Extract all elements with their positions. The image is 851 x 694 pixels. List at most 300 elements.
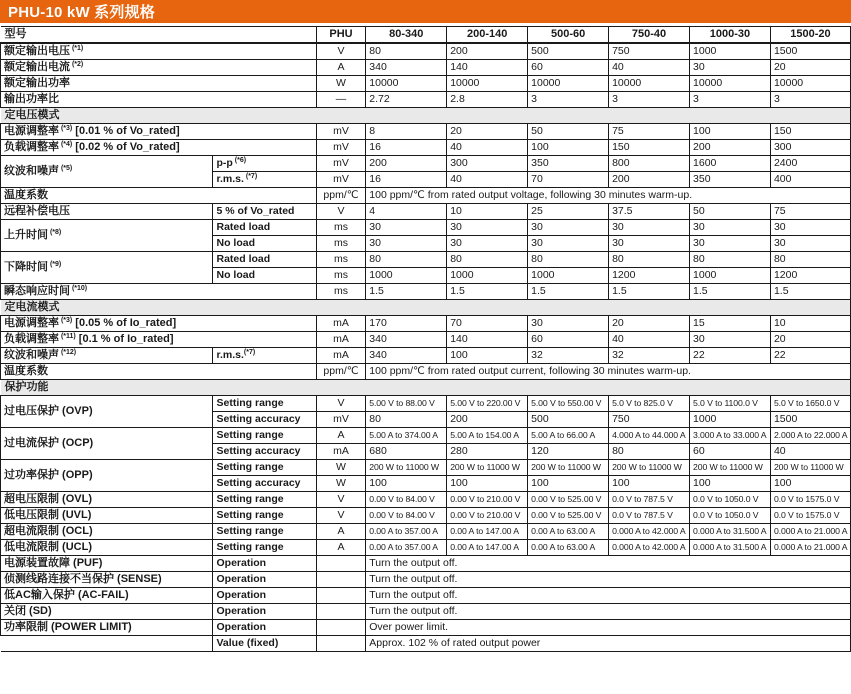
value-cell: 0.0 V to 787.5 V (609, 508, 690, 524)
spec-table (0, 26, 851, 652)
value-cell: 50 (528, 124, 609, 140)
spec-row-label (1, 284, 317, 300)
spec-row-label (1, 124, 317, 140)
spec-sub-label (213, 444, 316, 460)
value-cell: 80 (609, 444, 690, 460)
label-text: 侦测线路连接不当保护 (SENSE) (4, 572, 162, 585)
spec-sub-label (213, 604, 316, 620)
spec-row-label (1, 316, 317, 332)
spec-row-label (1, 396, 213, 428)
sub-label-text: Setting range (216, 524, 284, 537)
value-cell: 10 (770, 316, 850, 332)
label-text: 关闭 (SD) (4, 604, 52, 617)
label-text: 负载调整率 (4, 140, 59, 153)
unit-cell: W (316, 476, 366, 492)
unit-cell (316, 588, 366, 604)
section-header: 定电流模式 (1, 300, 851, 316)
spec-sub-label (213, 172, 316, 188)
model-row-label: 型号 (1, 27, 317, 44)
value-cell: 75 (609, 124, 690, 140)
value-cell: 30 (528, 220, 609, 236)
value-cell: 300 (447, 156, 528, 172)
unit-cell: W (316, 460, 366, 476)
value-cell: 30 (609, 236, 690, 252)
value-cell: 100 (690, 476, 771, 492)
label-condition-note: [0.02 % of Vo_rated] (72, 140, 180, 153)
value-cell: 500 (528, 43, 609, 60)
value-cell: 100 (447, 476, 528, 492)
value-cell: 1500 (770, 412, 850, 428)
value-cell: 30 (609, 220, 690, 236)
value-cell: 16 (366, 140, 447, 156)
value-cell-span: Turn the output off. (366, 588, 851, 604)
label-text: 低电流限制 (UCL) (4, 540, 92, 553)
spec-row-label (1, 156, 213, 188)
value-cell: 100 (690, 124, 771, 140)
value-cell: 80 (366, 412, 447, 428)
footnote-marker: (*1) (70, 44, 84, 52)
spec-row-label (1, 332, 317, 348)
label-text: 功率限制 (POWER LIMIT) (4, 620, 132, 633)
model-column-header-1000-30: 1000-30 (690, 27, 771, 44)
value-cell: 0.00 V to 210.00 V (447, 508, 528, 524)
unit-cell: V (316, 508, 366, 524)
unit-cell (316, 556, 366, 572)
sub-label-text: Operation (216, 556, 267, 569)
value-cell: 3.000 A to 33.000 A (690, 428, 771, 444)
spec-row (1, 428, 851, 444)
value-cell: 0.00 V to 525.00 V (528, 492, 609, 508)
value-cell: 200 (609, 172, 690, 188)
value-cell: 1000 (447, 268, 528, 284)
label-text: 低电压限制 (UVL) (4, 508, 92, 521)
spec-row-label (1, 604, 213, 620)
unit-cell: ms (316, 268, 366, 284)
spec-row-label (1, 636, 213, 652)
value-cell: 22 (770, 348, 850, 364)
spec-row (1, 556, 851, 572)
value-cell: 400 (770, 172, 850, 188)
value-cell: 37.5 (609, 204, 690, 220)
spec-row (1, 76, 851, 92)
model-column-header-1500-20: 1500-20 (770, 27, 850, 44)
footnote-marker: (*8) (48, 228, 62, 236)
unit-cell: mV (316, 124, 366, 140)
value-cell: 40 (447, 140, 528, 156)
spec-row-label (1, 508, 213, 524)
label-text: 负载调整率 (4, 332, 59, 345)
value-cell: 200 W to 11000 W (528, 460, 609, 476)
value-cell: 150 (770, 124, 850, 140)
value-cell: 340 (366, 332, 447, 348)
value-cell: 0.00 V to 210.00 V (447, 492, 528, 508)
unit-cell: mV (316, 156, 366, 172)
spec-sub-label (213, 476, 316, 492)
spec-row (1, 588, 851, 604)
value-cell: 100 (447, 348, 528, 364)
label-text: 远程补偿电压 (4, 204, 70, 217)
value-cell: 4.000 A to 44.000 A (609, 428, 690, 444)
spec-row (1, 524, 851, 540)
section-row (1, 380, 851, 396)
value-cell: 1200 (770, 268, 850, 284)
sub-label-text: Rated load (216, 252, 271, 265)
value-cell: 20 (770, 60, 850, 76)
value-cell: 0.00 A to 63.00 A (528, 524, 609, 540)
value-cell: 20 (609, 316, 690, 332)
label-text: 过电压保护 (OVP) (4, 404, 93, 417)
value-cell: 5.00 V to 550.00 V (528, 396, 609, 412)
value-cell: 800 (609, 156, 690, 172)
value-cell: 140 (447, 60, 528, 76)
spec-sub-label (213, 428, 316, 444)
label-text: 上升时间 (4, 228, 48, 241)
footnote-marker: (*6) (232, 156, 247, 164)
value-cell: 4 (366, 204, 447, 220)
sub-label-text: Rated load (216, 220, 271, 233)
spec-sub-label (213, 412, 316, 428)
series-title-banner (0, 0, 851, 23)
spec-sub-label (213, 268, 316, 284)
label-text: 额定输出电流 (4, 60, 70, 73)
section-header: 保护功能 (1, 380, 851, 396)
value-cell-span: Over power limit. (366, 620, 851, 636)
value-cell: 0.000 A to 42.000 A (609, 524, 690, 540)
footnote-marker: (*7) (243, 348, 256, 356)
model-column-header-750-40: 750-40 (609, 27, 690, 44)
spec-sub-label (213, 204, 316, 220)
value-cell: 0.000 A to 42.000 A (609, 540, 690, 556)
value-cell: 500 (528, 412, 609, 428)
sub-label-text: Operation (216, 572, 267, 585)
value-cell: 40 (770, 444, 850, 460)
sub-label-text: Setting range (216, 508, 284, 521)
spec-row-label (1, 188, 317, 204)
value-cell: 30 (447, 236, 528, 252)
unit-cell: A (316, 524, 366, 540)
spec-row (1, 620, 851, 636)
value-cell: 32 (609, 348, 690, 364)
footnote-marker: (*10) (70, 284, 88, 292)
spec-sub-label (213, 236, 316, 252)
spec-table-head (1, 27, 851, 44)
value-cell: 140 (447, 332, 528, 348)
value-cell: 200 (690, 140, 771, 156)
spec-row (1, 540, 851, 556)
value-cell: 0.000 A to 21.000 A (770, 540, 850, 556)
unit-cell: ppm/℃ (316, 364, 366, 380)
value-cell: 0.00 V to 84.00 V (366, 508, 447, 524)
unit-cell: mA (316, 444, 366, 460)
spec-row-label (1, 140, 317, 156)
sub-label-text: r.m.s. (216, 348, 244, 361)
value-cell: 60 (528, 332, 609, 348)
value-cell: 15 (690, 316, 771, 332)
value-cell: 5.0 V to 825.0 V (609, 396, 690, 412)
value-cell: 750 (609, 43, 690, 60)
spec-row (1, 92, 851, 108)
value-cell: 10000 (528, 76, 609, 92)
footnote-marker: (*4) (59, 140, 73, 148)
value-cell: 10000 (447, 76, 528, 92)
value-cell: 30 (770, 236, 850, 252)
value-cell: 0.00 A to 147.00 A (447, 524, 528, 540)
spec-sub-label (213, 620, 316, 636)
value-cell: 30 (528, 236, 609, 252)
model-column-header-500-60: 500-60 (528, 27, 609, 44)
value-cell: 0.000 A to 31.500 A (690, 524, 771, 540)
footnote-marker: (*7) (243, 172, 258, 180)
model-column-header-200-140: 200-140 (447, 27, 528, 44)
value-cell: 1.5 (366, 284, 447, 300)
value-cell: 40 (609, 332, 690, 348)
value-cell: 0.00 V to 84.00 V (366, 492, 447, 508)
value-cell: 1000 (690, 268, 771, 284)
footnote-marker: (*9) (48, 260, 62, 268)
value-cell: 1500 (770, 43, 850, 60)
value-cell: 0.00 V to 525.00 V (528, 508, 609, 524)
unit-cell: A (316, 428, 366, 444)
spec-sub-label (213, 220, 316, 236)
footnote-marker: (*3) (59, 316, 73, 324)
spec-row (1, 636, 851, 652)
label-text: 电源装置故障 (PUF) (4, 556, 103, 569)
unit-cell: W (316, 76, 366, 92)
unit-cell: mV (316, 140, 366, 156)
value-cell: 1000 (528, 268, 609, 284)
value-cell: 80 (528, 252, 609, 268)
value-cell: 300 (770, 140, 850, 156)
value-cell: 0.0 V to 1050.0 V (690, 508, 771, 524)
unit-cell: V (316, 396, 366, 412)
spec-sub-label (213, 460, 316, 476)
spec-row-label (1, 364, 317, 380)
sub-label-text: 5 % of Vo_rated (216, 204, 295, 217)
spec-row (1, 140, 851, 156)
value-cell: 70 (528, 172, 609, 188)
value-cell: 5.00 A to 154.00 A (447, 428, 528, 444)
sub-label-text: No load (216, 268, 255, 281)
unit-cell: V (316, 43, 366, 60)
value-cell: 0.00 A to 357.00 A (366, 540, 447, 556)
footnote-marker: (*5) (59, 164, 73, 172)
spec-sub-label (213, 524, 316, 540)
value-cell: 350 (690, 172, 771, 188)
spec-sub-label (213, 540, 316, 556)
unit-cell (316, 604, 366, 620)
value-cell: 200 W to 11000 W (770, 460, 850, 476)
value-cell: 200 W to 11000 W (690, 460, 771, 476)
spec-row-label (1, 60, 317, 76)
value-cell: 30 (690, 60, 771, 76)
spec-sub-label (213, 348, 316, 364)
spec-row (1, 572, 851, 588)
unit-cell: ppm/℃ (316, 188, 366, 204)
value-cell: 2.8 (447, 92, 528, 108)
value-cell: 60 (690, 444, 771, 460)
spec-sub-label (213, 396, 316, 412)
value-cell: 200 (447, 412, 528, 428)
value-cell: 80 (770, 252, 850, 268)
sub-label-text: Setting accuracy (216, 476, 301, 489)
value-cell: 30 (366, 236, 447, 252)
spec-row (1, 43, 851, 60)
value-cell: 100 (770, 476, 850, 492)
spec-sub-label (213, 156, 316, 172)
label-text: 瞬态响应时间 (4, 284, 70, 297)
sub-label-text: Operation (216, 604, 267, 617)
spec-row-label (1, 43, 317, 60)
value-cell: 10 (447, 204, 528, 220)
spec-row (1, 156, 851, 172)
footnote-marker: (*12) (59, 348, 77, 356)
value-cell: 20 (447, 124, 528, 140)
value-cell: 22 (690, 348, 771, 364)
value-cell: 1.5 (447, 284, 528, 300)
value-cell: 0.0 V to 1575.0 V (770, 492, 850, 508)
value-cell: 10000 (690, 76, 771, 92)
spec-row-label (1, 252, 213, 284)
spec-row-label (1, 492, 213, 508)
spec-sub-label (213, 508, 316, 524)
label-text: 超电压限制 (OVL) (4, 492, 92, 505)
value-cell: 750 (609, 412, 690, 428)
value-cell: 0.0 V to 1050.0 V (690, 492, 771, 508)
value-cell: 3 (528, 92, 609, 108)
spec-row (1, 364, 851, 380)
value-cell: 50 (690, 204, 771, 220)
value-cell: 170 (366, 316, 447, 332)
sub-label-text: Operation (216, 588, 267, 601)
spec-row-label (1, 76, 317, 92)
value-cell: 5.00 A to 66.00 A (528, 428, 609, 444)
label-condition-note: [0.1 % of Io_rated] (75, 332, 174, 345)
label-text: 温度系数 (4, 364, 48, 377)
sub-label-text: Setting range (216, 396, 284, 409)
spec-row-label (1, 556, 213, 572)
spec-sub-label (213, 492, 316, 508)
unit-cell: — (316, 92, 366, 108)
spec-row-label (1, 204, 213, 220)
unit-cell: mA (316, 316, 366, 332)
value-cell: 8 (366, 124, 447, 140)
value-cell: 1000 (366, 268, 447, 284)
unit-cell: V (316, 492, 366, 508)
unit-cell (316, 620, 366, 636)
value-cell-span: 100 ppm/℃ from rated output voltage, following 30 minutes warm-up. (366, 188, 851, 204)
spec-row-label (1, 460, 213, 492)
value-cell: 340 (366, 60, 447, 76)
spec-sub-label (213, 252, 316, 268)
value-cell: 100 (528, 140, 609, 156)
spec-row (1, 460, 851, 476)
spec-sub-label (213, 556, 316, 572)
spec-row (1, 60, 851, 76)
value-cell: 1.5 (770, 284, 850, 300)
spec-row-label (1, 524, 213, 540)
label-text: 电源调整率 (4, 124, 59, 137)
label-condition-note: [0.01 % of Vo_rated] (72, 124, 180, 137)
value-cell: 30 (447, 220, 528, 236)
spec-row-label (1, 220, 213, 252)
spec-row-label (1, 348, 213, 364)
sub-label-text: Setting accuracy (216, 444, 301, 457)
label-text: 额定输出功率 (4, 76, 70, 89)
label-text: 输出功率比 (4, 92, 59, 105)
spec-row-label (1, 620, 213, 636)
value-cell: 1000 (690, 412, 771, 428)
value-cell-span: Turn the output off. (366, 556, 851, 572)
spec-row (1, 332, 851, 348)
value-cell: 25 (528, 204, 609, 220)
value-cell: 200 W to 11000 W (366, 460, 447, 476)
footnote-marker: (*11) (59, 332, 76, 340)
value-cell: 0.00 A to 357.00 A (366, 524, 447, 540)
value-cell: 100 (528, 476, 609, 492)
value-cell: 680 (366, 444, 447, 460)
spec-row-label (1, 428, 213, 460)
value-cell: 3 (770, 92, 850, 108)
value-cell: 30 (366, 220, 447, 236)
label-condition-note: [0.05 % of Io_rated] (72, 316, 177, 329)
spec-sub-label (213, 588, 316, 604)
value-cell: 2.000 A to 22.000 A (770, 428, 850, 444)
unit-cell: A (316, 540, 366, 556)
value-cell: 10000 (770, 76, 850, 92)
value-cell: 40 (447, 172, 528, 188)
sub-label-text: p-p (216, 156, 233, 169)
value-cell: 32 (528, 348, 609, 364)
unit-cell: mV (316, 412, 366, 428)
value-cell: 75 (770, 204, 850, 220)
spec-row (1, 508, 851, 524)
section-row (1, 300, 851, 316)
value-cell: 1.5 (609, 284, 690, 300)
value-cell: 70 (447, 316, 528, 332)
value-cell: 0.00 A to 63.00 A (528, 540, 609, 556)
sub-label-text: Setting range (216, 540, 284, 553)
spec-row-label (1, 540, 213, 556)
sub-label-text: Value (fixed) (216, 636, 279, 649)
sub-label-text: Operation (216, 620, 267, 633)
unit-cell: mA (316, 332, 366, 348)
value-cell: 10000 (366, 76, 447, 92)
value-cell: 0.0 V to 1575.0 V (770, 508, 850, 524)
spec-row (1, 492, 851, 508)
value-cell: 30 (690, 332, 771, 348)
value-cell: 16 (366, 172, 447, 188)
label-text: 过电流保护 (OCP) (4, 436, 94, 449)
section-header: 定电压模式 (1, 108, 851, 124)
label-text: 下降时间 (4, 260, 48, 273)
spec-sub-label (213, 572, 316, 588)
value-cell: 200 (366, 156, 447, 172)
value-cell: 340 (366, 348, 447, 364)
label-text: 电源调整率 (4, 316, 59, 329)
spec-row (1, 284, 851, 300)
page-title: PHU-10 kW 系列规格 (8, 4, 155, 21)
unit-cell: ms (316, 220, 366, 236)
label-text: 超电流限制 (OCL) (4, 524, 93, 537)
value-cell: 20 (770, 332, 850, 348)
spec-row (1, 188, 851, 204)
label-text: 温度系数 (4, 188, 48, 201)
sub-label-text: r.m.s. (216, 172, 244, 185)
spec-sub-label (213, 636, 316, 652)
value-cell: 100 (609, 476, 690, 492)
unit-cell: mA (316, 348, 366, 364)
footnote-marker: (*3) (59, 124, 73, 132)
